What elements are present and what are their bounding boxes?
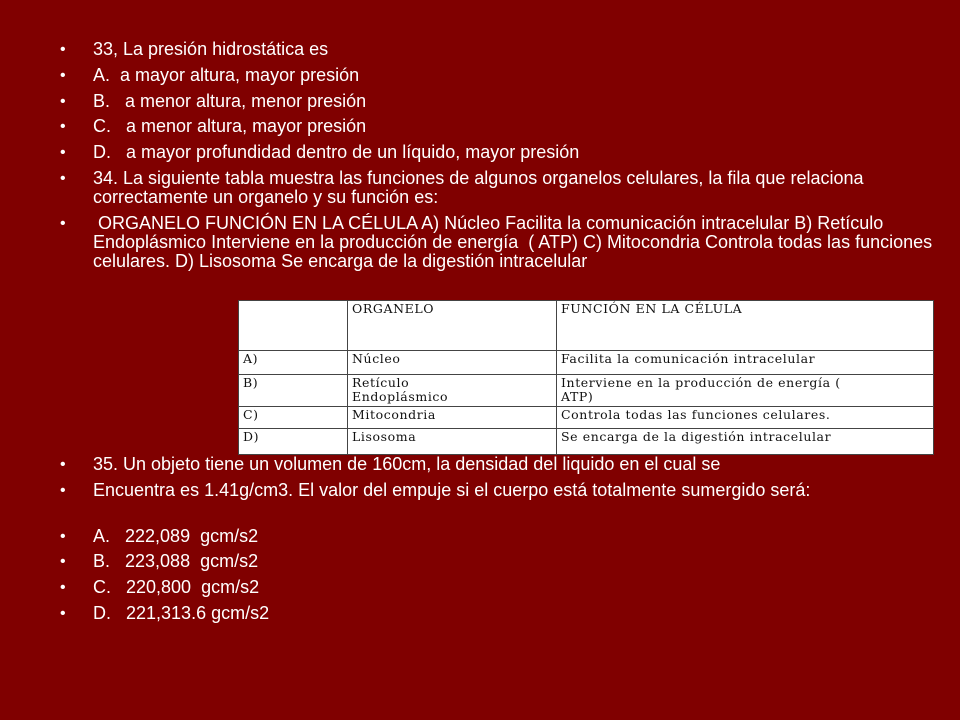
- table-cell: C): [239, 407, 348, 429]
- table-cell: Retículo Endoplásmico: [348, 375, 557, 407]
- bullet: •: [60, 67, 66, 84]
- question-35-option-c: C. 220,800 gcm/s2: [93, 577, 260, 597]
- table-cell: A): [239, 351, 348, 375]
- bullet: •: [60, 41, 66, 58]
- bullet: •: [60, 482, 66, 499]
- question-33-option-a: A. a mayor altura, mayor presión: [93, 65, 360, 85]
- table-row: [239, 407, 934, 429]
- question-33-option-c: C. a menor altura, mayor presión: [93, 116, 367, 136]
- table-cell: Núcleo: [348, 351, 557, 375]
- question-35-continued: Encuentra es 1.41g/cm3. El valor del empuje si el cuerpo está totalmente sumergido será:: [93, 480, 811, 500]
- question-35-option-d: D. 221,313.6 gcm/s2: [93, 603, 270, 623]
- table-cell: [239, 301, 348, 351]
- table-cell: Controla todas las funciones celulares.: [557, 407, 934, 429]
- organelle-table-image: [238, 300, 934, 455]
- table-cell: Interviene en la producción de energía ( ATP): [557, 375, 934, 407]
- table-row: [239, 375, 934, 407]
- bullet: •: [60, 144, 66, 161]
- question-34-text: 34. La siguiente tabla muestra las funciones de algunos organelos celulares, la fila que relaciona correctamente un organelo y su función es:: [93, 168, 869, 207]
- table-cell: FUNCIÓN EN LA CÉLULA: [557, 301, 934, 351]
- table-cell: Mitocondria: [348, 407, 557, 429]
- bullet: •: [60, 605, 66, 622]
- question-34-table-text: ORGANELO FUNCIÓN EN LA CÉLULA A) Núcleo Facilita la comunicación intracelular B) Retículo Endoplásmico Interviene en la producción de energía ( ATP) C) Mitocondria Controla todas las funciones celulares. D) Lisosoma Se encarga de la digestión intracelular: [93, 213, 938, 271]
- bullet: •: [60, 118, 66, 135]
- table-cell: ORGANELO: [348, 301, 557, 351]
- question-33-option-b: B. a menor altura, menor presión: [93, 91, 367, 111]
- bullet: •: [60, 579, 66, 596]
- table-row: [239, 429, 934, 455]
- bullet: •: [60, 456, 66, 473]
- organelle-table: [238, 300, 934, 455]
- table-cell: Lisosoma: [348, 429, 557, 455]
- table-header-row: [239, 301, 934, 351]
- question-35-text: 35. Un objeto tiene un volumen de 160cm, la densidad del liquido en el cual se: [93, 454, 721, 474]
- table-cell: B): [239, 375, 348, 407]
- table-cell: Facilita la comunicación intracelular: [557, 351, 934, 375]
- table-cell: Se encarga de la digestión intracelular: [557, 429, 934, 455]
- bullet: •: [60, 528, 66, 545]
- bullet: •: [60, 215, 66, 232]
- table-row: [239, 351, 934, 375]
- table-cell: D): [239, 429, 348, 455]
- question-33-option-d: D. a mayor profundidad dentro de un líquido, mayor presión: [93, 142, 580, 162]
- bullet: •: [60, 93, 66, 110]
- question-35-option-b: B. 223,088 gcm/s2: [93, 551, 259, 571]
- bullet: •: [60, 170, 66, 187]
- question-33-title: 33, La presión hidrostática es: [93, 39, 329, 59]
- bullet: •: [60, 553, 66, 570]
- question-35-option-a: A. 222,089 gcm/s2: [93, 526, 259, 546]
